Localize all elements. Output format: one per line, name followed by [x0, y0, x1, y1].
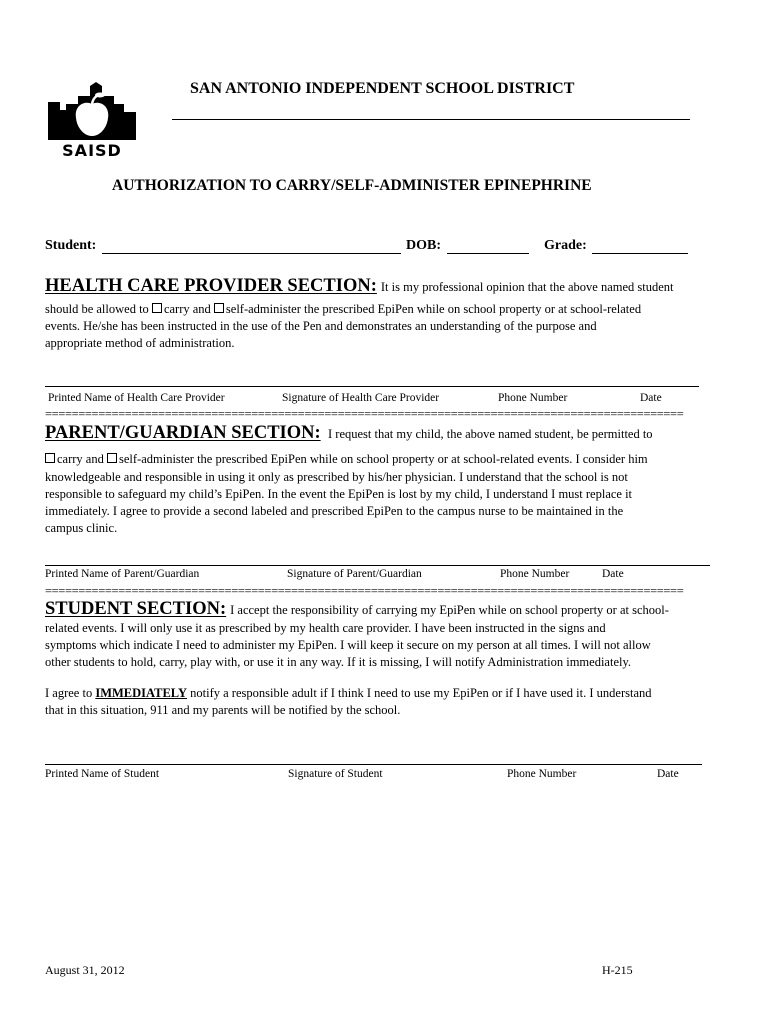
student-intro: I accept the responsibility of carrying my EpiPen while on school property or at school- [230, 603, 669, 617]
immediately-emphasis: IMMEDIATELY [95, 686, 188, 700]
parent-heading: PARENT/GUARDIAN SECTION: [45, 423, 321, 443]
parent-line-3: responsible to safeguard my child’s EpiPen. In the event the EpiPen is lost by my child, I understand I must replace it [45, 487, 633, 501]
hcp-carry-checkbox[interactable] [152, 303, 162, 313]
grade-label: Grade: [544, 238, 587, 253]
student-line-3: symptoms which indicate I need to administer my EpiPen. I will keep it secure on my person at all times. I will not allow [45, 638, 651, 652]
student-signature-label: Signature of Student [288, 768, 383, 780]
parent-intro: I request that my child, the above named student, be permitted to [328, 427, 653, 441]
parent-carry-checkbox[interactable] [45, 453, 55, 463]
separator-2: ================================================================================================ [45, 585, 684, 597]
hcp-printed-name-label: Printed Name of Health Care Provider [48, 392, 225, 404]
student-heading: STUDENT SECTION: [45, 599, 227, 619]
footer-date: August 31, 2012 [45, 963, 125, 977]
logo-text: SAISD [62, 141, 122, 158]
health-care-line-2: should be allowed to carry and self-administer the prescribed EpiPen while on school property or at school-related [45, 302, 642, 316]
student-agree-line-1: I agree to IMMEDIATELY notify a responsible adult if I think I need to use my EpiPen or if I have used it. I understand [45, 686, 652, 700]
health-care-heading-row: HEALTH CARE PROVIDER SECTION: It is my professional opinion that the above named student [45, 276, 674, 296]
parent-date-label: Date [602, 568, 624, 580]
hcp-signature-line[interactable] [45, 386, 699, 387]
parent-heading-row [45, 423, 321, 444]
hcp-phone-label: Phone Number [498, 392, 568, 404]
parent-line-2: knowledgeable and responsible in using it only as prescribed by his/her physician. I understand that the school is not [45, 470, 628, 484]
dob-label: DOB: [406, 238, 441, 253]
student-heading-row [45, 599, 669, 620]
parent-line-5: campus clinic. [45, 521, 118, 535]
hcp-signature-label: Signature of Health Care Provider [282, 392, 440, 404]
health-care-line-4: appropriate method of administration. [45, 336, 235, 350]
parent-self-administer-checkbox[interactable] [107, 453, 117, 463]
parent-phone-label: Phone Number [500, 568, 570, 580]
student-label: Student: [45, 238, 97, 253]
district-underline [172, 119, 690, 120]
student-line-4: other students to hold, carry, play with, or use it in any way. If it is missing, I will notify Administration immediately. [45, 655, 632, 669]
student-signature-line[interactable] [45, 764, 702, 765]
health-care-heading: HEALTH CARE PROVIDER SECTION [45, 276, 371, 296]
parent-signature-line[interactable] [45, 565, 710, 566]
parent-printed-name-label: Printed Name of Parent/Guardian [45, 568, 200, 580]
parent-line-1: carry and self-administer the prescribed EpiPen while on school property or at school-related events. I consider him [45, 451, 648, 468]
district-name: SAN ANTONIO INDEPENDENT SCHOOL DISTRICT [190, 80, 575, 97]
parent-signature-label: Signature of Parent/Guardian [287, 568, 422, 580]
saisd-logo [44, 82, 140, 158]
student-agree-line-2: that in this situation, 911 and my parents will be notified by the school. [45, 703, 401, 717]
grade-field[interactable] [592, 253, 688, 254]
student-phone-label: Phone Number [507, 768, 577, 780]
health-care-line-3: events. He/she has been instructed in the use of the Pen and demonstrates an understanding of the purpose and [45, 319, 597, 333]
separator-1: ================================================================================================ [45, 408, 684, 420]
hcp-self-administer-checkbox[interactable] [214, 303, 224, 313]
student-printed-name-label: Printed Name of Student [45, 768, 160, 780]
form-title: AUTHORIZATION TO CARRY/SELF-ADMINISTER EPINEPHRINE [112, 177, 592, 194]
dob-field[interactable] [447, 253, 529, 254]
hcp-date-label: Date [640, 392, 662, 404]
health-care-intro: It is my professional opinion that the above named student [380, 280, 674, 294]
student-date-label: Date [657, 768, 679, 780]
student-line-2: related events. I will only use it as prescribed by my health care provider. I have been instructed in the signs and [45, 621, 606, 635]
form-code: H-215 [602, 963, 633, 977]
parent-line-4: immediately. I agree to provide a second labeled and prescribed EpiPen to the campus nurse to be maintained in the [45, 504, 624, 518]
student-name-field[interactable] [102, 253, 401, 254]
